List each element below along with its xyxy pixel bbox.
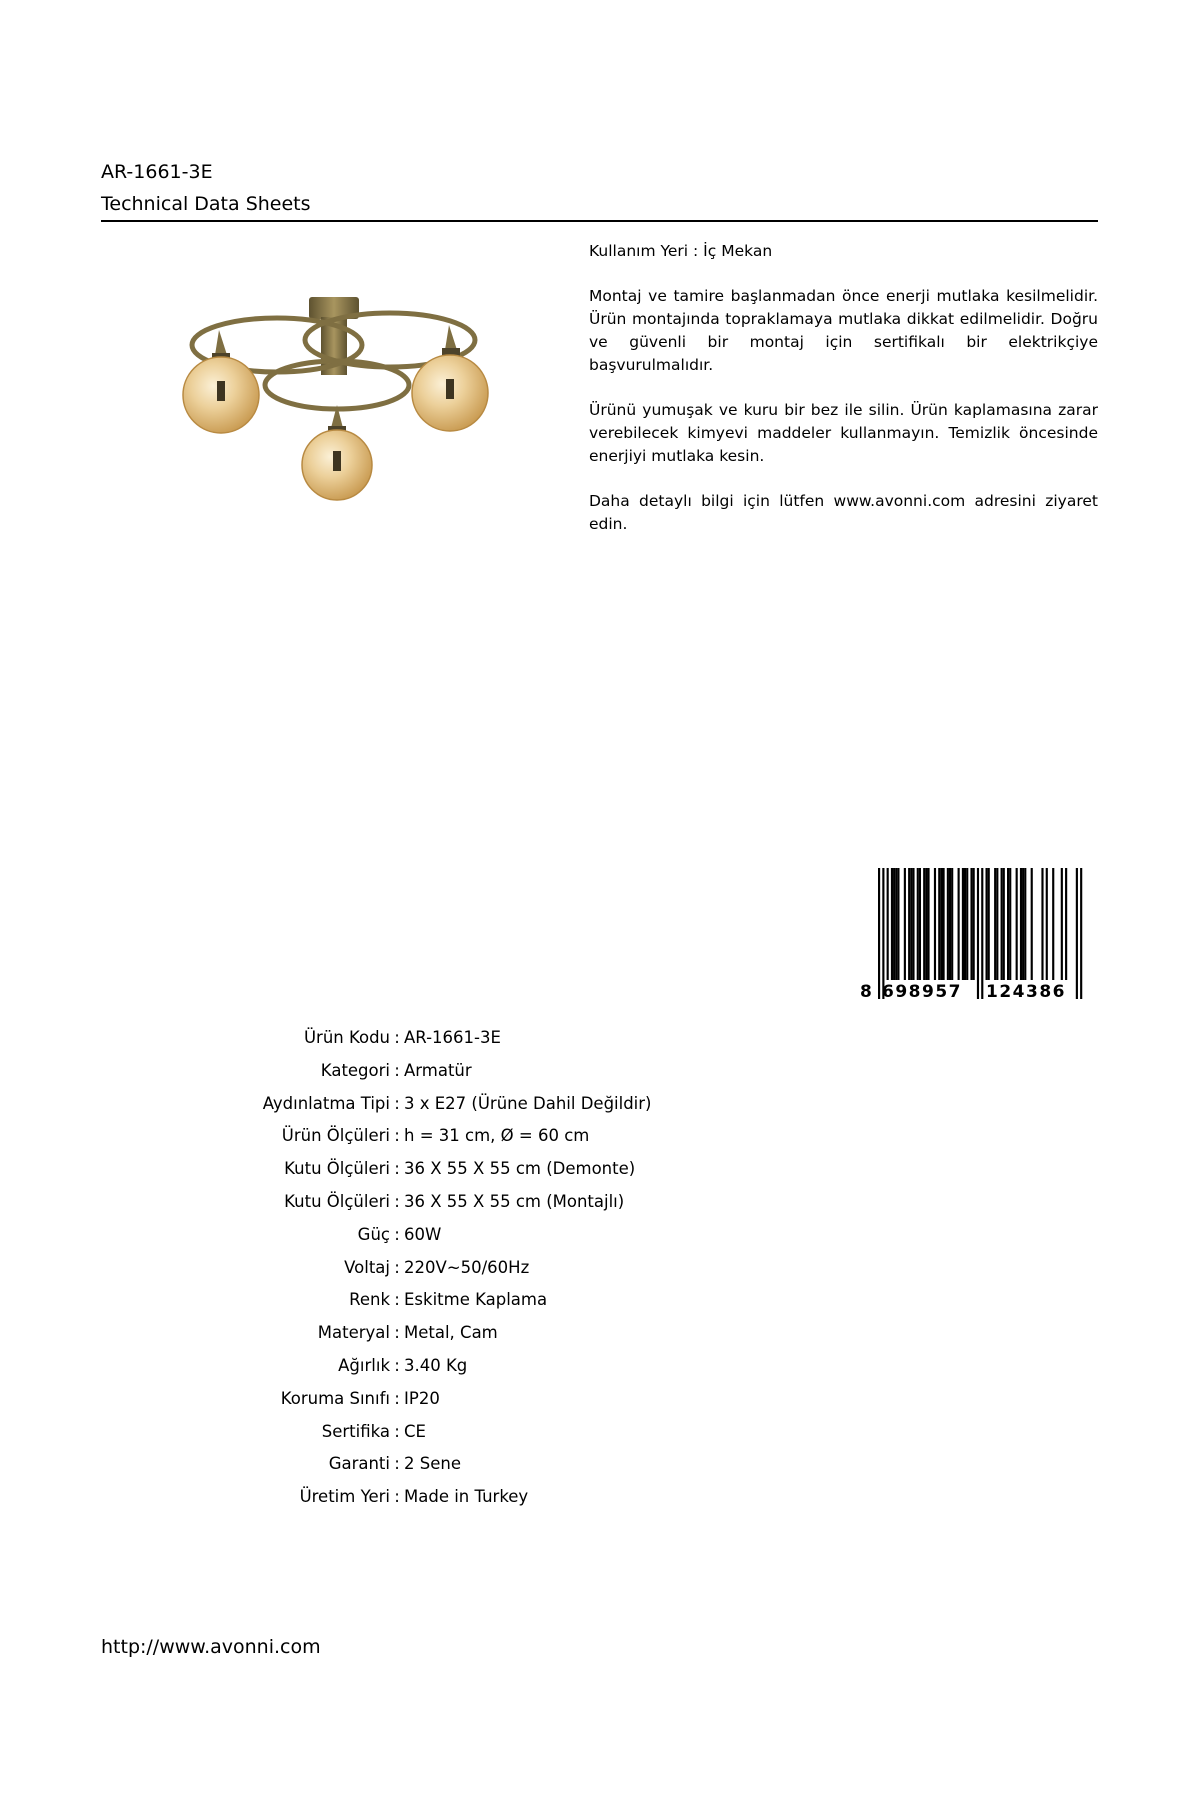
spec-label: Ürün Ölçüleri — [281, 1126, 390, 1146]
barcode-bar — [996, 868, 998, 980]
spec-value: 36 X 55 X 55 cm (Demonte) — [404, 1159, 636, 1179]
spec-table — [200, 1022, 652, 1514]
spec-row — [200, 1252, 652, 1285]
barcode-bar — [1046, 868, 1048, 980]
barcode-bar — [943, 868, 945, 980]
spec-separator: : — [394, 1487, 400, 1507]
barcode-bar — [927, 868, 929, 980]
barcode-bar — [908, 868, 910, 980]
barcode-bar — [1022, 868, 1024, 980]
barcode-bar — [1020, 868, 1022, 980]
spec-label: Materyal — [317, 1323, 390, 1343]
spec-label: Sertifika — [321, 1421, 390, 1441]
barcode-bar — [964, 868, 966, 980]
spec-label: Kategori — [320, 1060, 390, 1080]
barcode-bar — [973, 868, 975, 980]
safety-notice: Montaj ve tamire başlanmadan önce enerji mutlaka kesilmelidir. Ürün montajında topraklamaya mutlaka dikkat edilmelidir. Doğru ve güvenli bir montaj için sertifikalı bir elektrikçiye başvurulmalıdır. — [589, 287, 1098, 374]
barcode-bar — [897, 868, 899, 980]
spec-separator: : — [394, 1159, 400, 1179]
barcode-bar — [966, 868, 968, 980]
spec-separator: : — [394, 1093, 400, 1113]
spec-row — [200, 1022, 652, 1055]
spec-separator: : — [394, 1224, 400, 1244]
spec-row — [200, 1284, 652, 1317]
barcode — [858, 866, 1098, 1001]
sheet-title: Technical Data Sheets — [101, 193, 311, 215]
barcode-bar — [1076, 868, 1078, 999]
barcode-bar — [1065, 868, 1067, 980]
barcode-bar — [1061, 868, 1063, 980]
spec-value: Armatür — [404, 1060, 472, 1080]
spec-label: Ürün Kodu — [303, 1028, 390, 1047]
spec-value: Eskitme Kaplama — [404, 1290, 548, 1310]
spec-row — [200, 1219, 652, 1252]
barcode-bar — [988, 868, 990, 980]
barcode-bar — [893, 868, 895, 980]
barcode-bar — [882, 868, 884, 999]
spec-value: 36 X 55 X 55 cm (Montajlı) — [404, 1191, 625, 1211]
spec-label: Ağırlık — [338, 1355, 390, 1375]
spec-label: Voltaj — [344, 1257, 390, 1277]
barcode-bar — [994, 868, 996, 980]
barcode-bar — [919, 868, 921, 980]
spec-label: Aydınlatma Tipi — [262, 1093, 390, 1113]
spec-value: Metal, Cam — [404, 1323, 498, 1343]
spec-separator: : — [394, 1191, 400, 1211]
barcode-digit-lead: 8 — [860, 982, 872, 1001]
spec-value: h = 31 cm, Ø = 60 cm — [404, 1126, 590, 1146]
barcode-bar — [1003, 868, 1005, 980]
spec-value: CE — [404, 1421, 426, 1441]
spec-label: Koruma Sınıfı — [280, 1388, 390, 1408]
spec-label: Garanti — [328, 1454, 390, 1474]
usage-location: Kullanım Yeri : İç Mekan — [589, 242, 773, 260]
barcode-bar — [1016, 868, 1018, 980]
barcode-bar — [904, 868, 906, 980]
barcode-bar — [958, 868, 960, 980]
spec-separator: : — [394, 1355, 400, 1375]
spec-separator: : — [394, 1028, 400, 1047]
header-divider — [101, 220, 1098, 222]
barcode-bar — [1024, 868, 1026, 980]
more-info-notice: Daha detaylı bilgi için lütfen www.avonni.com adresini ziyaret edin. — [589, 492, 1098, 533]
barcode-bar — [962, 868, 964, 980]
spec-separator: : — [394, 1323, 400, 1343]
barcode-bar — [949, 868, 951, 980]
barcode-bar — [1041, 868, 1043, 980]
spec-label: Üretim Yeri — [299, 1487, 390, 1507]
product-image — [165, 285, 505, 515]
spec-row — [200, 1481, 652, 1514]
barcode-bar — [887, 868, 889, 980]
product-code: AR-1661-3E — [101, 161, 213, 183]
barcode-bar — [1031, 868, 1033, 980]
barcode-bars — [878, 868, 1082, 999]
barcode-bar — [923, 868, 925, 980]
barcode-bar — [1007, 868, 1009, 980]
barcode-bar — [1052, 868, 1054, 980]
spec-separator: : — [394, 1421, 400, 1441]
spec-value: 3.40 Kg — [404, 1355, 468, 1375]
barcode-digits-left: 698957 — [882, 982, 962, 1001]
spec-row — [200, 1317, 652, 1350]
spec-value: Made in Turkey — [404, 1487, 529, 1507]
barcode-bar — [977, 868, 979, 999]
spec-label: Kutu Ölçüleri — [284, 1159, 390, 1179]
barcode-bar — [925, 868, 927, 980]
barcode-bar — [910, 868, 912, 980]
barcode-bar — [947, 868, 949, 980]
spec-label: Renk — [349, 1290, 390, 1310]
barcode-bar — [951, 868, 953, 980]
barcode-bar — [1001, 868, 1003, 980]
spec-row — [200, 1055, 652, 1088]
cleaning-notice: Ürünü yumuşak ve kuru bir bez ile silin. Ürün kaplamasına zarar verebilecek kimyevi maddeler kullanmayın. Temizlik öncesinde enerjiyi mutlaka kesin. — [589, 401, 1098, 465]
barcode-bar — [981, 868, 983, 999]
spec-separator: : — [394, 1290, 400, 1310]
spec-value: 2 Sene — [404, 1454, 461, 1474]
barcode-bar — [878, 868, 880, 999]
spec-row — [200, 1153, 652, 1186]
spec-label: Kutu Ölçüleri — [284, 1191, 390, 1211]
spec-row — [200, 1088, 652, 1121]
barcode-bar — [970, 868, 972, 980]
spec-row — [200, 1448, 652, 1481]
spec-row — [200, 1350, 652, 1383]
spec-value: 220V~50/60Hz — [404, 1257, 530, 1277]
barcode-bar — [934, 868, 936, 980]
barcode-bar — [895, 868, 897, 980]
spec-row — [200, 1416, 652, 1449]
barcode-bar — [1009, 868, 1011, 980]
spec-value: 3 x E27 (Ürüne Dahil Değildir) — [404, 1093, 652, 1113]
spec-separator: : — [394, 1454, 400, 1474]
spec-separator: : — [394, 1388, 400, 1408]
spec-separator: : — [394, 1060, 400, 1080]
spec-separator: : — [394, 1257, 400, 1277]
barcode-bar — [891, 868, 893, 980]
spec-row — [200, 1120, 652, 1153]
barcode-bar — [938, 868, 940, 980]
spec-separator: : — [394, 1126, 400, 1146]
barcode-digits-right: 124386 — [986, 982, 1066, 1001]
spec-row — [200, 1186, 652, 1219]
barcode-bar — [912, 868, 914, 980]
barcode-bar — [986, 868, 988, 980]
barcode-bar — [940, 868, 942, 980]
spec-row — [200, 1383, 652, 1416]
website-link[interactable]: http://www.avonni.com — [101, 1636, 321, 1658]
spec-value: 60W — [404, 1224, 442, 1244]
info-block — [589, 240, 1098, 558]
spec-value: IP20 — [404, 1388, 440, 1408]
spec-label: Güç — [357, 1224, 390, 1244]
barcode-bar — [917, 868, 919, 980]
barcode-bar — [1080, 868, 1082, 999]
spec-value: AR-1661-3E — [404, 1028, 501, 1047]
